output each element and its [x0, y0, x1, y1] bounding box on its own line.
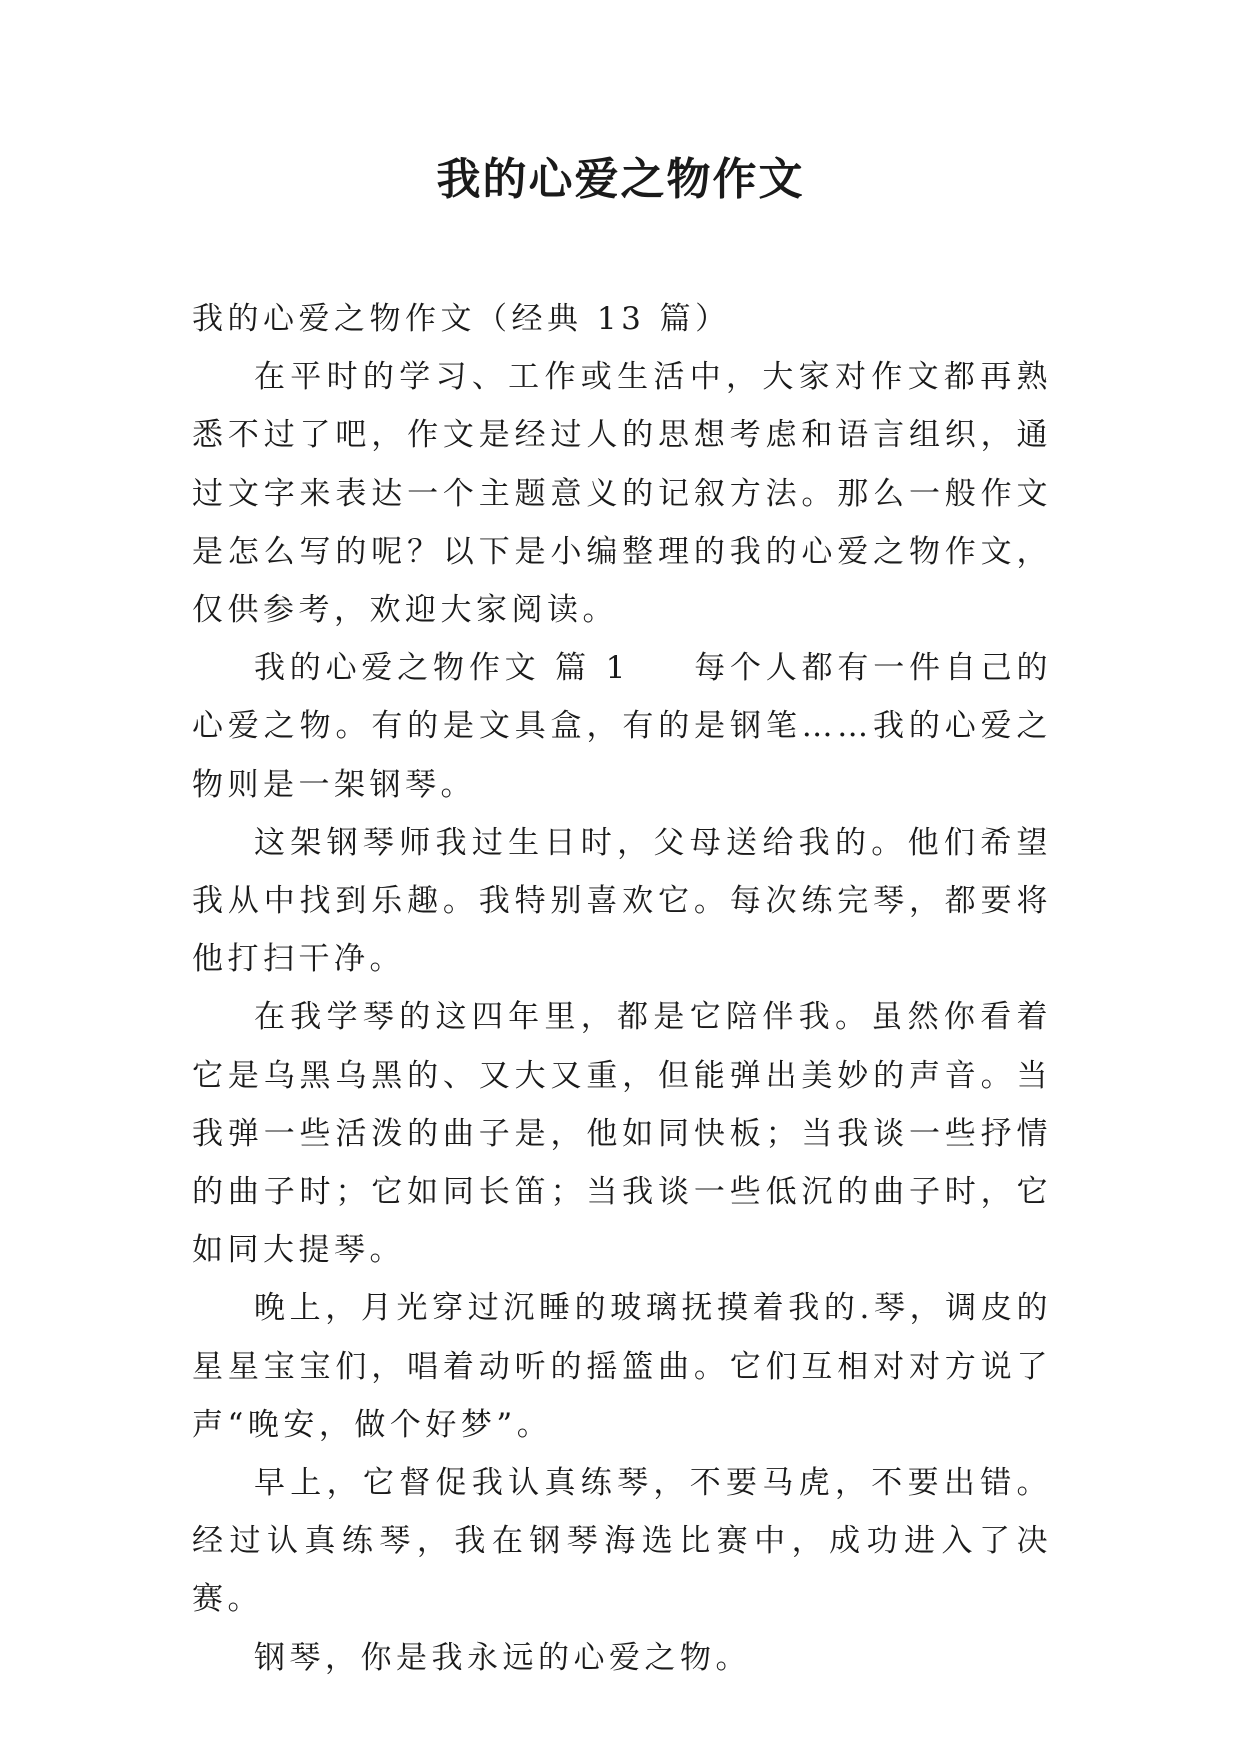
body-paragraph: 晚上，月光穿过沉睡的玻璃抚摸着我的.琴，调皮的星星宝宝们，唱着动听的摇篮曲。它们互相对对方说了声“晚安，做个好梦”。: [192, 1290, 1052, 1443]
body-paragraph: 这架钢琴师我过生日时，父母送给我的。他们希望我从中找到乐趣。我特别喜欢它。每次练完琴，都要将他打扫干净。: [192, 824, 1052, 978]
document-subtitle: 我的心爱之物作文（经典 13 篇）: [192, 301, 731, 337]
body-paragraph: 在我学琴的这四年里，都是它陪伴我。虽然你看着它是乌黑乌黑的、又大又重，但能弹出美妙的声音。当我弹一些活泼的曲子是，他如同快板；当我谈一些抒情的曲子时；它如同长笛；当我谈一些低沉的曲子时，它如同大提琴。: [192, 999, 1052, 1269]
body-paragraph: 早上，它督促我认真练琴，不要马虎，不要出错。经过认真练琴，我在钢琴海选比赛中，成功进入了决赛。: [192, 1465, 1052, 1618]
document-body: [192, 290, 1052, 1687]
section-heading: 我的心爱之物作文 篇 1: [254, 650, 630, 687]
intro-paragraph: 在平时的学习、工作或生活中，大家对作文都再熟悉不过了吧，作文是经过人的思想考虑和语言组织，通过文字来表达一个主题意义的记叙方法。那么一般作文是怎么写的呢？以下是小编整理的我的心爱之物作文，仅供参考，欢迎大家阅读。: [192, 359, 1052, 629]
document-title: 我的心爱之物作文: [436, 154, 805, 205]
section-1-paragraph: [192, 639, 1052, 814]
body-paragraph: 钢琴，你是我永远的心爱之物。: [254, 1639, 751, 1676]
section-first-text: 每个人都有一件自己的心爱之物。有的是文具盒，有的是钢笔……我的心爱之物则是一架钢琴。: [192, 650, 1052, 803]
